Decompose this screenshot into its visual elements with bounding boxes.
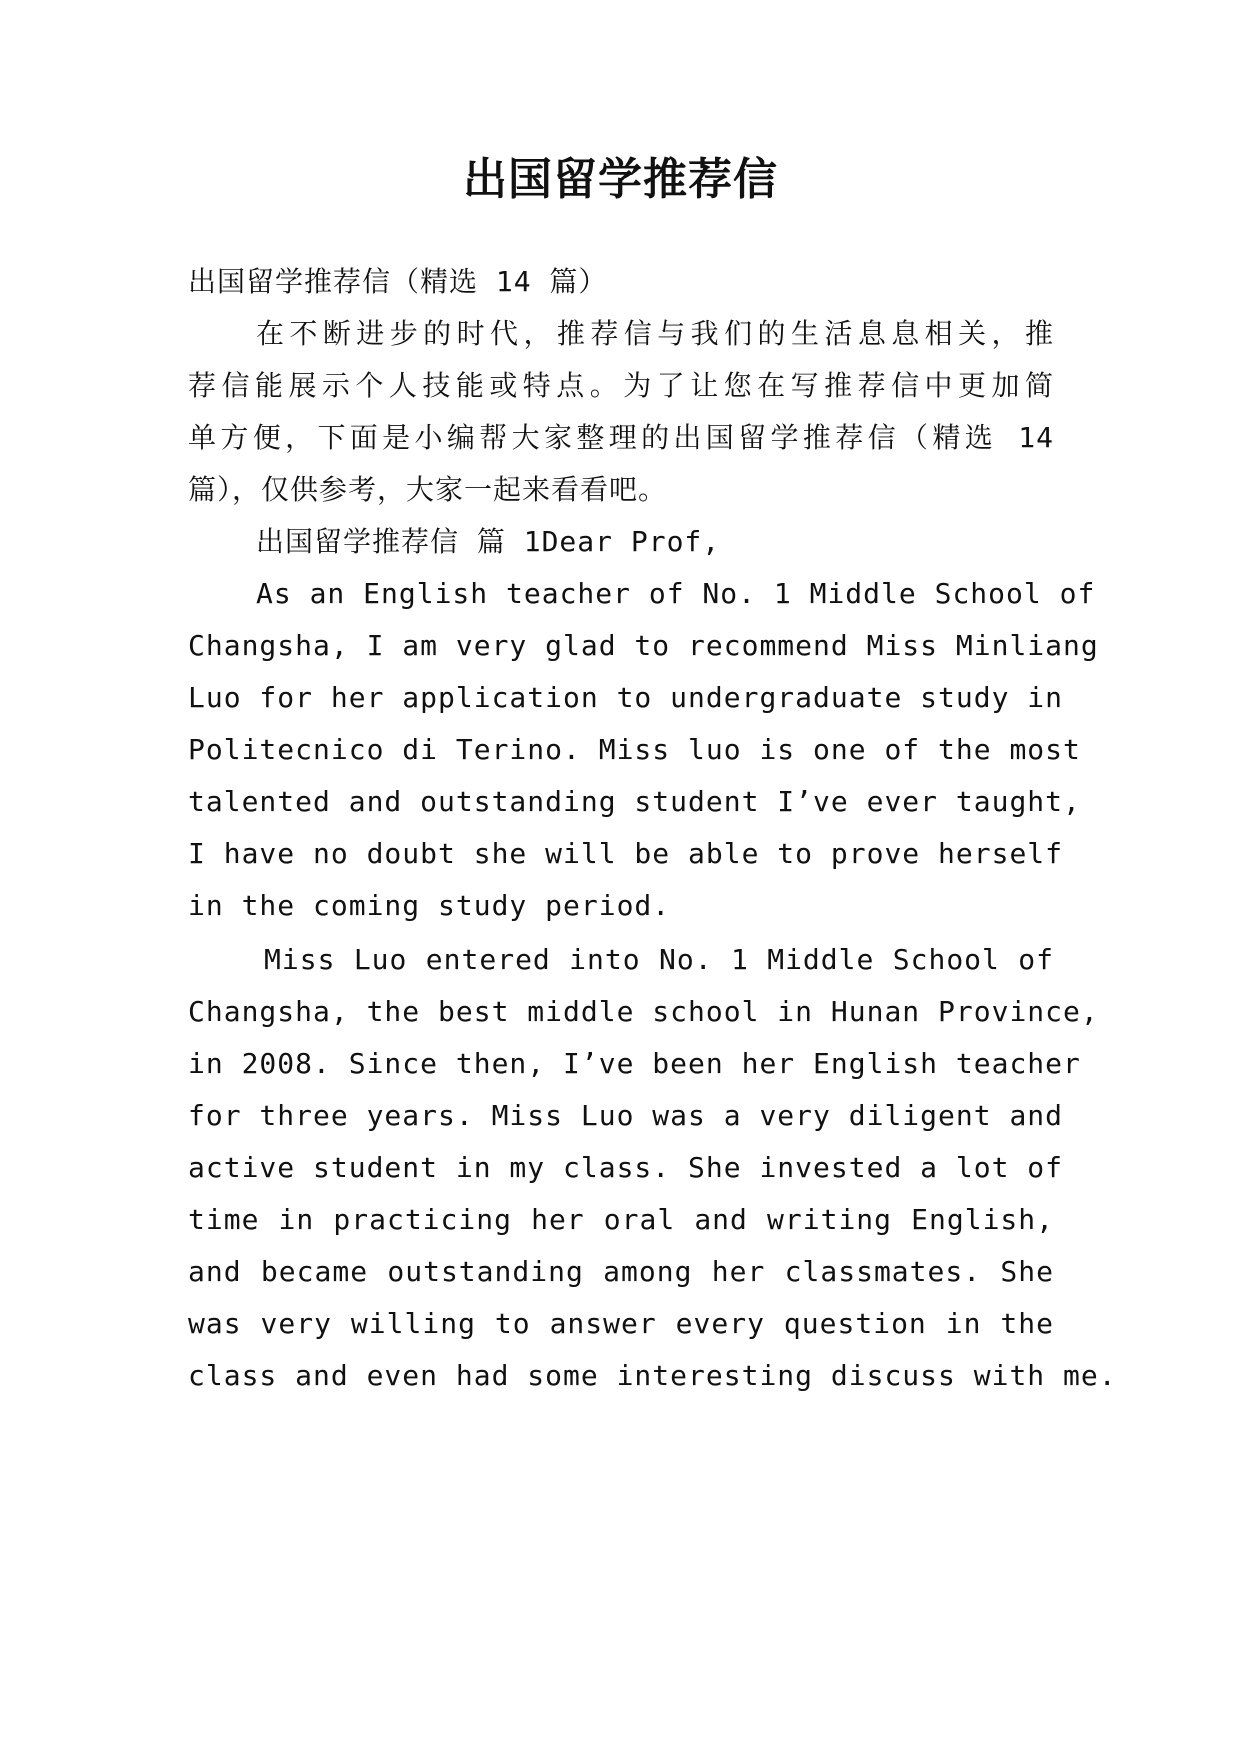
text-line: 单方便，下面是小编帮大家整理的出国留学推荐信（精选 14: [188, 421, 1054, 454]
text-line: class and even had some interesting discuss with me.: [188, 1359, 1117, 1392]
text-line: was very willing to answer every question in the: [188, 1307, 1054, 1340]
text-line: 荐信能展示个人技能或特点。为了让您在写推荐信中更加简: [188, 369, 1054, 402]
subtitle-line: 出国留学推荐信（精选 14 篇）: [188, 265, 608, 298]
text-line: Changsha, the best middle school in Hunan Province,: [188, 995, 1099, 1028]
text-line: active student in my class. She invested a lot of: [188, 1151, 1064, 1184]
text-line: in the coming study period.: [188, 889, 671, 922]
text-line: and became outstanding among her classmates. She: [188, 1255, 1054, 1288]
text-line: for three years. Miss Luo was a very diligent and: [188, 1099, 1064, 1132]
text-line: I have no doubt she will be able to prove herself: [188, 837, 1064, 870]
text-line: Miss Luo entered into No. 1 Middle School of: [264, 943, 1054, 976]
text-line: As an English teacher of No. 1 Middle School of: [256, 577, 1096, 610]
section-heading-line: 出国留学推荐信 篇 1Dear Prof,: [256, 525, 721, 558]
text-line: Politecnico di Terino. Miss luo is one of the most: [188, 733, 1081, 766]
text-line: 篇），仅供参考，大家一起来看看吧。: [188, 473, 668, 506]
text-line: time in practicing her oral and writing English,: [188, 1203, 1054, 1236]
document-title: 出国留学推荐信: [463, 154, 778, 205]
text-line: Luo for her application to undergraduate study in: [188, 681, 1064, 714]
text-line: 在不断进步的时代，推荐信与我们的生活息息相关，推: [256, 317, 1054, 350]
text-line: talented and outstanding student I’ve ever taught,: [188, 785, 1081, 818]
text-line: in 2008. Since then, I’ve been her English teacher: [188, 1047, 1081, 1080]
text-line: Changsha, I am very glad to recommend Miss Minliang: [188, 629, 1099, 662]
